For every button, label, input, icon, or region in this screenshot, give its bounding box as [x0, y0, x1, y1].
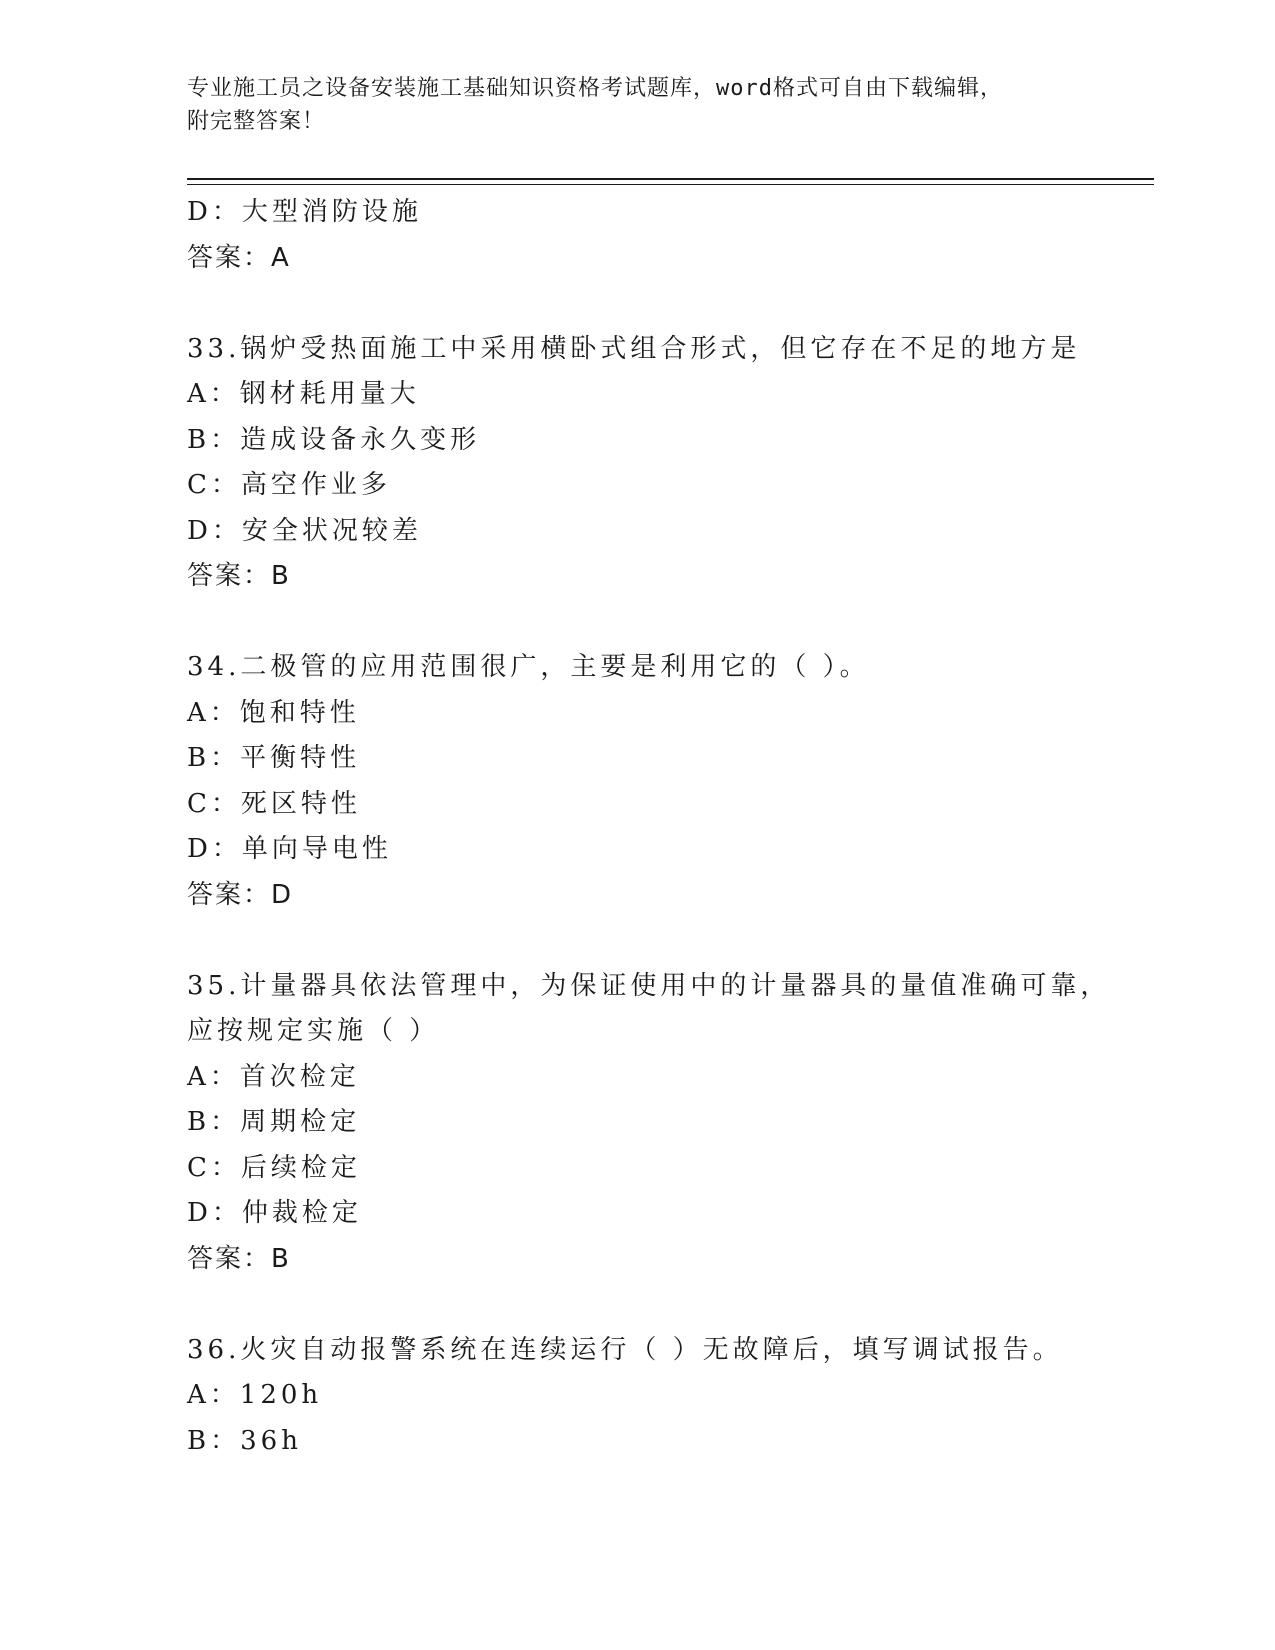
answer-line: 答案：B	[187, 561, 291, 591]
option-b: B：周期检定	[187, 1107, 361, 1137]
header-line-2: 附完整答案！	[187, 109, 326, 134]
option-b: B：平衡特性	[187, 743, 361, 773]
answer-line: 答案：B	[187, 1243, 291, 1274]
question-stem-continued: 应按规定实施（ ）	[187, 1016, 440, 1046]
option-a: A：120h	[187, 1380, 323, 1410]
option-a: A：饱和特性	[187, 697, 360, 728]
option-a: A：钢材耗用量大	[187, 379, 420, 409]
document-header	[187, 72, 1067, 138]
question-stem: 36.火灾自动报警系统在连续运行（ ）无故障后，填写调试报告。	[187, 1334, 1063, 1365]
option-c: C：后续检定	[187, 1152, 361, 1183]
question-34	[187, 645, 1087, 918]
option-c: C：死区特性	[187, 788, 361, 819]
option-d: D：安全状况较差	[187, 515, 422, 546]
spacer	[187, 918, 1087, 964]
answer-line: 答案：A	[187, 242, 291, 273]
question-stem: 34.二极管的应用范围很广，主要是利用它的（ ）。	[187, 652, 870, 682]
question-33	[187, 327, 1087, 600]
option-b: B：36h	[187, 1425, 302, 1456]
question-body	[187, 190, 1111, 1464]
option-c: C：高空作业多	[187, 470, 391, 500]
spacer	[187, 1282, 1087, 1328]
option-d: D：单向导电性	[187, 834, 392, 864]
spacer	[187, 281, 1087, 327]
spacer	[187, 600, 1087, 646]
question-stem: 33.锅炉受热面施工中采用横卧式组合形式，但它存在不足的地方是	[187, 333, 1081, 364]
option-a: A：首次检定	[187, 1061, 360, 1092]
option-d: D：大型消防设施	[187, 197, 422, 227]
question-36	[187, 1328, 1087, 1465]
header-divider-thin	[187, 184, 1154, 185]
option-b: B：造成设备永久变形	[187, 424, 481, 455]
question-stem: 35.计量器具依法管理中，为保证使用中的计量器具的量值准确可靠，	[187, 970, 1111, 1001]
option-d: D：仲裁检定	[187, 1198, 362, 1228]
question-35	[187, 964, 1111, 1283]
header-line-1: 专业施工员之设备安装施工基础知识资格考试题库，word格式可自由下载编辑，	[187, 76, 1003, 101]
header-divider-thick	[187, 178, 1154, 180]
answer-line: 答案：D	[187, 879, 294, 910]
